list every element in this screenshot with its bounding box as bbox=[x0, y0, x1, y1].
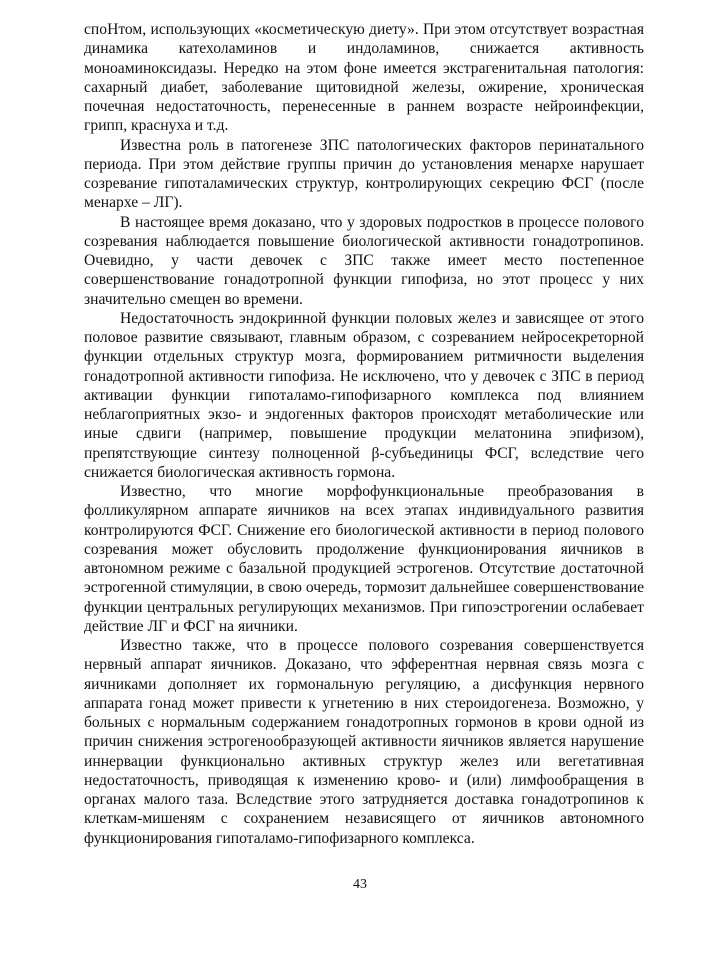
paragraph-continuation: споНтом, использующих «косметическую диету». При этом отсутствует возрастная динамика катехоламинов и индоламинов, снижается активность моноаминоксидазы. Нередко на этом фоне имеется экстрагенитальная патология: сахарный диабет, заболевание щитовидной железы, ожирение, хроническая почечная недостаточность, перенесенные в раннем возрасте нейроинфекции, грипп, краснуха и т.д. bbox=[84, 21, 644, 135]
paragraph: Известна роль в патогенезе ЗПС патологических факторов перинатального периода. При этом действие группы причин до установления менархе нарушает созревание гипоталамических структур, контролирующих секрецию ФСГ (после менархе – ЛГ). bbox=[84, 136, 644, 212]
paragraph: Известно также, что в процессе полового созревания совершенствуется нервный аппарат яичников. Доказано, что эфферентная нервная связь мозга с яичниками дополняет их гормональную регуляцию, а дисфункция нервного аппарата гонад может привести к угнетению в них стероидогенеза. Возможно, у больных с нормальным содержанием гонадотропных гормонов в крови одной из причин снижения эстрогенообразующей активности яичников является нарушение иннервации функционально активных структур желез или вегетативная недостаточность, приводящая к изменению крово- и (или) лимфообращения в органах малого таза. Вследствие этого затрудняется доставка гонадотропинов к клеткам-мишеням с сохранением независящего от яичников автономного функционирования гипоталамо-гипофизарного комплекса. bbox=[84, 637, 644, 847]
page-number: 43 bbox=[353, 877, 367, 892]
paragraph: Известно, что многие морфофункциональные преобразования в фолликулярном аппарате яичников на всех этапах индивидуального развития контролируются ФСГ. Снижение его биологической активности в период полового созревания может обусловить продолжение функционирования яичников в автономном режиме с базальной продукцией эстрогенов. Отсутствие достаточной эстрогенной стимуляции, в свою очередь, тормозит дальнейшее совершенствование функции центральных регулирующих механизмов. При гипоэстрогении ослабевает действие ЛГ и ФСГ на яичники. bbox=[84, 483, 644, 635]
paragraph: Недостаточность эндокринной функции половых желез и зависящее от этого половое развитие связывают, главным образом, с созреванием нейросекреторной функции отдельных структур мозга, формированием ритмичности выделения гонадотропной активности гипофиза. Не исключено, что у девочек с ЗПС в период активации функции гипоталамо-гипофизарного комплекса под влиянием неблагоприятных экзо- и эндогенных факторов происходят метаболические или иные сдвиги (например, повышение продукции мелатонина эпифизом), препятствующие синтезу полноценной β-субъединицы ФСГ, вследствие чего снижается биологическая активность гормона. bbox=[84, 309, 644, 481]
paragraph: В настоящее время доказано, что у здоровых подростков в процессе полового созревания наблюдается повышение биологической активности гонадотропинов. Очевидно, у части девочек с ЗПС также имеет место постепенное совершенствование гонадотропной функции гипофиза, но этот процесс у них значительно смещен во времени. bbox=[84, 213, 644, 308]
body-text bbox=[84, 20, 644, 848]
